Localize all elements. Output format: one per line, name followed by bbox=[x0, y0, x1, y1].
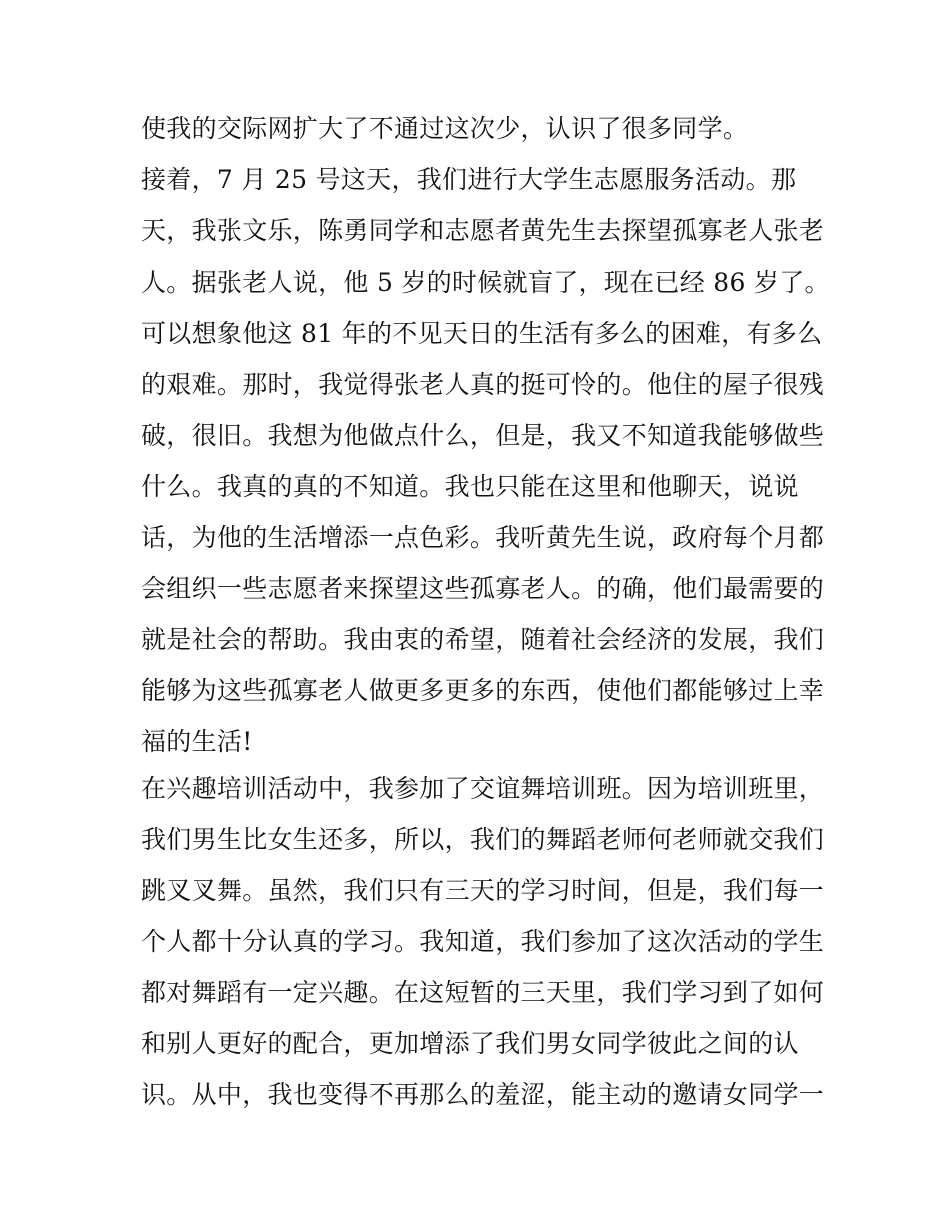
text-line: 和别人更好的配合，更加增添了我们男女同学彼此之间的认 bbox=[141, 1029, 799, 1058]
text-line: 什么。我真的真的不知道。我也只能在这里和他聊天，说说 bbox=[141, 472, 799, 501]
text-line: 个人都十分认真的学习。我知道，我们参加了这次活动的学生 bbox=[141, 927, 825, 956]
text-line: 在兴趣培训活动中，我参加了交谊舞培训班。因为培训班里， bbox=[141, 774, 825, 803]
text-line: 使我的交际网扩大了不通过这次少，认识了很多同学。 bbox=[141, 114, 749, 143]
text-line: 跳叉叉舞。虽然，我们只有三天的学习时间，但是，我们每一 bbox=[141, 876, 825, 905]
text-line: 会组织一些志愿者来探望这些孤寡老人。的确，他们最需要的 bbox=[141, 574, 825, 603]
text-line: 识。从中，我也变得不再那么的羞涩，能主动的邀请女同学一 bbox=[141, 1080, 825, 1109]
text-line: 就是社会的帮助。我由衷的希望，随着社会经济的发展，我们 bbox=[141, 625, 825, 654]
text-line: 我们男生比女生还多，所以，我们的舞蹈老师何老师就交我们 bbox=[141, 825, 825, 854]
text-line: 可以想象他这 81 年的不见天日的生活有多么的困难，有多么 bbox=[141, 319, 823, 348]
text-line: 能够为这些孤寡老人做更多更多的东西，使他们都能够过上幸 bbox=[141, 676, 825, 705]
text-line: 天，我张文乐，陈勇同学和志愿者黄先生去探望孤寡老人张老 bbox=[141, 216, 825, 245]
text-line: 破，很旧。我想为他做点什么，但是，我又不知道我能够做些 bbox=[141, 421, 825, 450]
text-line: 都对舞蹈有一定兴趣。在这短暂的三天里，我们学习到了如何 bbox=[141, 978, 825, 1007]
text-line: 接着，7 月 25 号这天，我们进行大学生志愿服务活动。那 bbox=[141, 165, 797, 194]
text-line: 福的生活! bbox=[141, 727, 253, 756]
text-line: 的艰难。那时，我觉得张老人真的挺可怜的。他住的屋子很残 bbox=[141, 370, 825, 399]
text-line: 人。据张老人说，他 5 岁的时候就盲了，现在已经 86 岁了。 bbox=[141, 268, 830, 297]
text-line: 话，为他的生活增添一点色彩。我听黄先生说，政府每个月都 bbox=[141, 523, 825, 552]
